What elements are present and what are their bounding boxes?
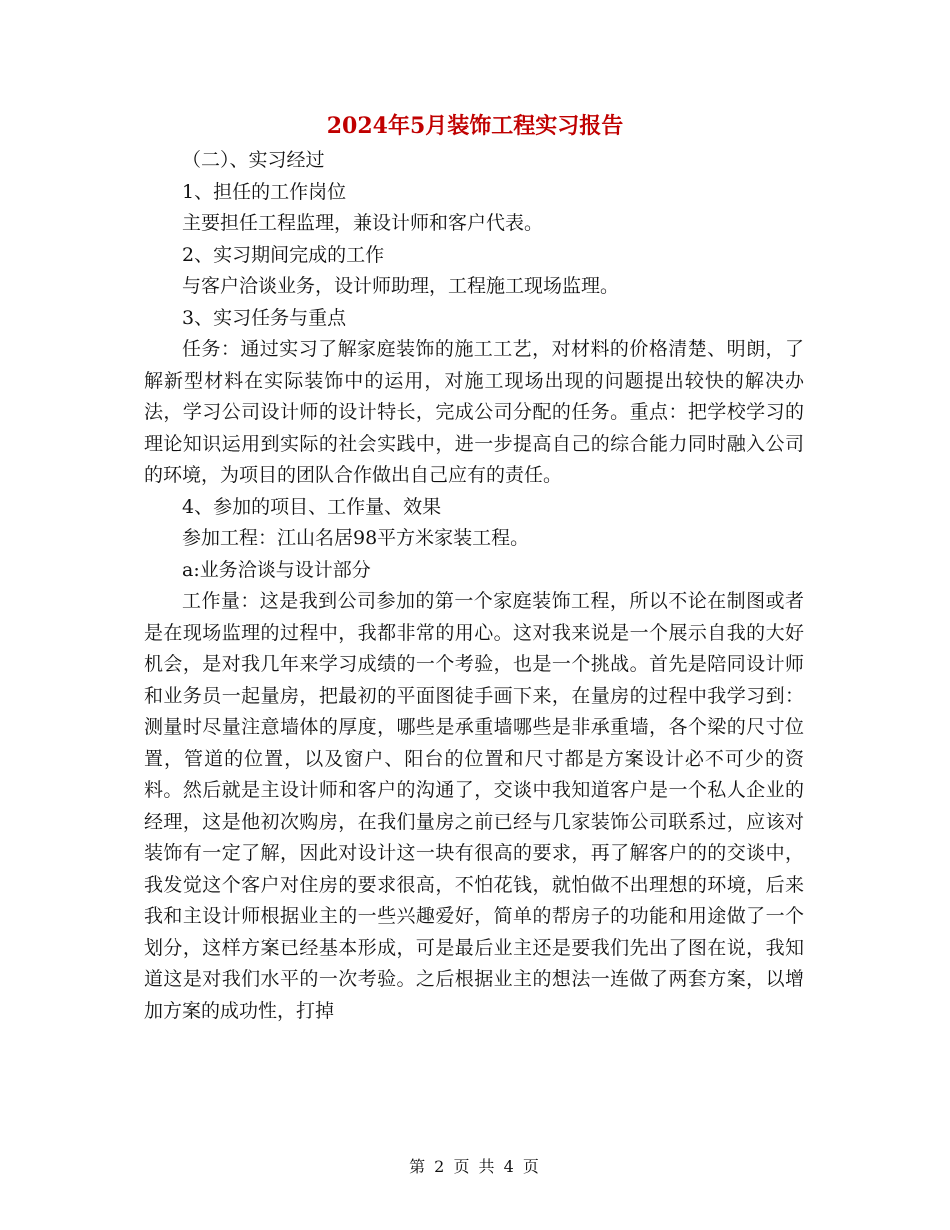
paragraph-item-3-content: 任务：通过实习了解家庭装饰的施工工艺，对材料的价格清楚、明朗，了解新型材料在实际装饰中的运用，对施工现场出现的问题提出较快的解决办法，学习公司设计师的设计特长，完成公司分配的任务。重点：把学校学习的理论知识运用到实际的社会实践中，进一步提高自己的综合能力同时融入公司的环境，为项目的团队合作做出自己应有的责任。 (144, 338, 804, 486)
paragraph-workload: 工作量：这是我到公司参加的第一个家庭装饰工程，所以不论在制图或者是在现场监理的过程中，我都非常的用心。这对我来说是一个展示自我的大好机会，是对我几年来学习成绩的一个考验，也是一个挑战。首先是陪同设计师和业务员一起量房，把最初的平面图徒手画下来，在量房的过程中我学习到：测量时尽量注意墙体的厚度，哪些是承重墙哪些是非承重墙，各个梁的尺寸位置，管道的位置，以及窗户、阳台的位置和尺寸都是方案设计必不可少的资料。然后就是主设计师和客户的沟通了，交谈中我知道客户是一个私人企业的经理，这是他初次购房，在我们量房之前已经与几家装饰公司联系过，应该对装饰有一定了解，因此对设计这一块有很高的要求，再了解客户的的交谈中，我发觉这个客户对住房的要求很高，不怕花钱，就怕做不出理想的环境，后来我和主设计师根据业主的一些兴趣爱好，简单的帮房子的功能和用途做了一个划分，这样方案已经基本形成，可是最后业主还是要我们先出了图在说，我知道这是对我们水平的一次考验。之后根据业主的想法一连做了两套方案，以增加方案的成功性，打掉 (144, 590, 804, 1022)
paragraph-project: 参加工程：江山名居98平方米家装工程。 (182, 527, 530, 549)
document-body (144, 145, 804, 1027)
paragraph-item-3: 3、实习任务与重点 (182, 306, 347, 329)
document-title: 2024年5月装饰工程实习报告 (326, 113, 624, 139)
paragraph-item-1: 1、担任的工作岗位 (182, 180, 347, 203)
paragraph-item-2: 2、实习期间完成的工作 (182, 243, 385, 266)
paragraph-subsection-a: a:业务洽谈与设计部分 (182, 558, 371, 581)
paragraph-item-1-content: 主要担任工程监理，兼设计师和客户代表。 (182, 212, 544, 234)
paragraph-section-heading: （二）、实习经过 (182, 149, 325, 171)
paragraph-item-2-content: 与客户洽谈业务，设计师助理，工程施工现场监理。 (182, 275, 620, 297)
paragraph-item-4: 4、参加的项目、工作量、效果 (182, 495, 442, 518)
page-number-footer: 第 2 页 共 4 页 (409, 1157, 541, 1176)
